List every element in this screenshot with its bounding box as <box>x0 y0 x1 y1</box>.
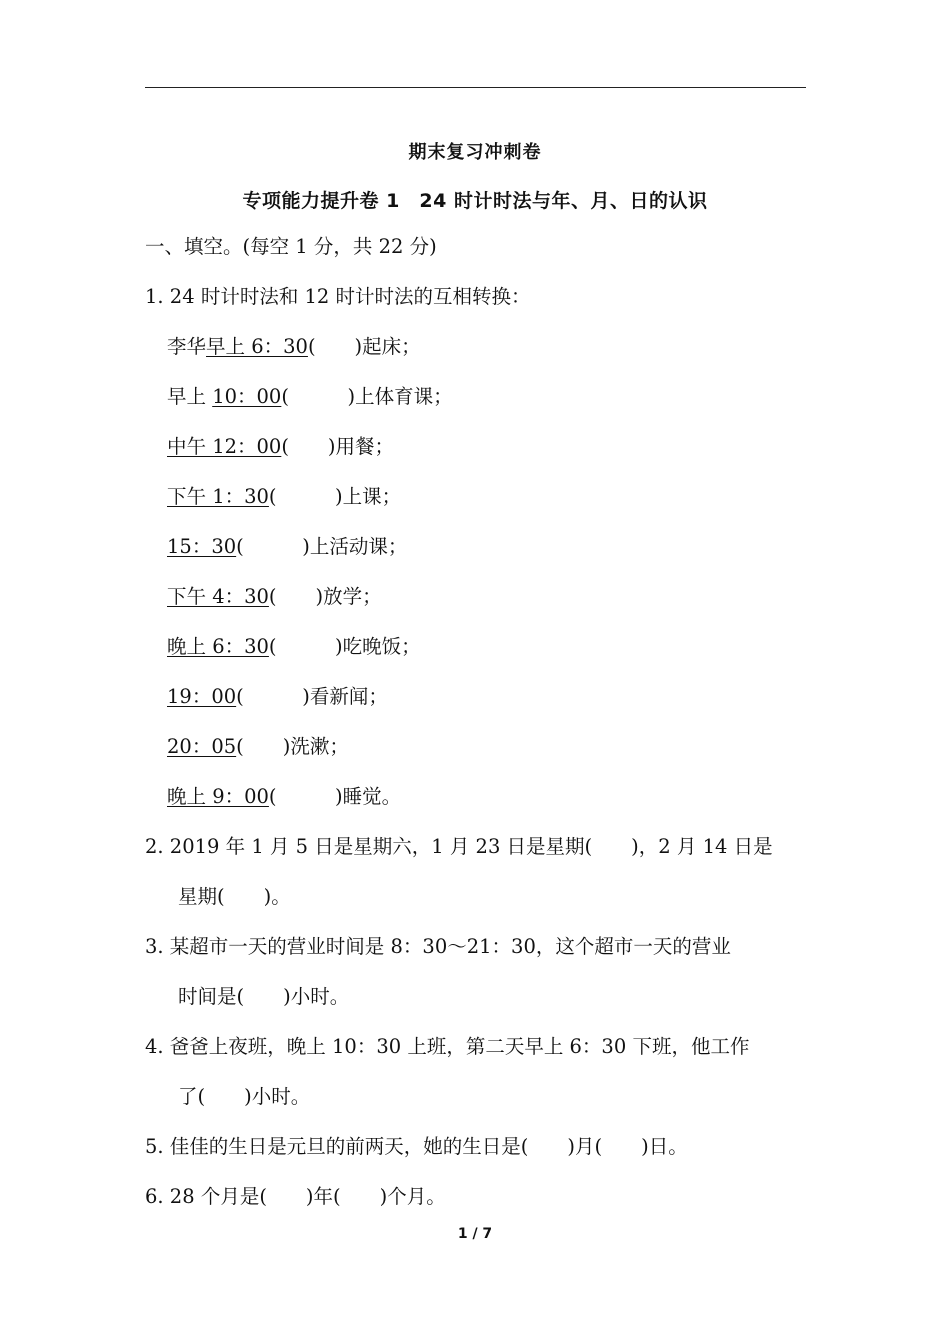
q1-item-time: 晚上 9：00 <box>167 785 269 808</box>
question-5: 5. 佳佳的生日是元旦的前两天，她的生日是( )月( )日。 <box>145 1135 688 1158</box>
answer-blank: ( ) <box>236 535 310 558</box>
q1-item-prefix: 李华 <box>167 335 207 358</box>
q1-item-time: 20：05 <box>167 735 237 758</box>
answer-blank: ( ) <box>268 785 343 808</box>
question-1-stem: 1. 24 时计时法和 12 时计时法的互相转换： <box>145 285 531 308</box>
question-4-line-1: 4. 爸爸上夜班，晚上 10：30 上班，第二天早上 6：30 下班，他工作 <box>145 1035 750 1058</box>
q1-item <box>167 534 407 560</box>
answer-blank: ( ) <box>281 435 336 458</box>
q1-item-time: 中午 12：00 <box>167 435 282 458</box>
q1-item <box>167 784 401 810</box>
answer-blank: ( ) <box>268 485 343 508</box>
exam-subtitle: 专项能力提升卷 1 24 时计时法与年、月、日的认识 <box>242 190 708 212</box>
q1-item-activity: 吃晚饭； <box>342 635 421 658</box>
q1-item-time: 19：00 <box>167 685 237 708</box>
answer-blank: ( ) <box>236 685 310 708</box>
q1-item-activity: 上体育课； <box>355 385 453 408</box>
answer-blank: ( ) <box>281 385 356 408</box>
q1-item <box>167 484 401 510</box>
q1-item-time: 15：30 <box>167 535 237 558</box>
q1-item <box>167 634 421 660</box>
answer-blank: ( ) <box>236 735 291 758</box>
q1-item <box>167 384 453 410</box>
exam-title: 期末复习冲刺卷 <box>408 142 542 163</box>
q1-item-time: 早上 6：30 <box>206 335 308 358</box>
q1-item-activity: 上课； <box>342 485 402 508</box>
q1-item-activity: 用餐； <box>335 435 395 458</box>
question-2-line-2: 星期( )。 <box>178 885 291 908</box>
q1-item-activity: 看新闻； <box>309 685 388 708</box>
question-2-line-1: 2. 2019 年 1 月 5 日是星期六，1 月 23 日是星期( )，2 月 14 日是 <box>145 835 773 858</box>
q1-item <box>167 434 394 460</box>
q1-item-time: 10：00 <box>212 385 282 408</box>
question-3-line-1: 3. 某超市一天的营业时间是 8：30～21：30，这个超市一天的营业 <box>145 935 731 958</box>
answer-blank: ( ) <box>307 335 363 358</box>
question-6: 6. 28 个月是( )年( )个月。 <box>145 1185 446 1208</box>
q1-item-activity: 上活动课； <box>309 535 408 558</box>
answer-blank: ( ) <box>268 585 324 608</box>
header-rule <box>145 87 806 88</box>
answer-blank: ( ) <box>268 635 343 658</box>
q1-item-time: 晚上 6：30 <box>167 635 269 658</box>
q1-item-prefix: 早上 <box>167 385 213 408</box>
q1-item <box>167 584 382 610</box>
page-number: 1 / 7 <box>457 1226 493 1242</box>
q1-item-time: 下午 4：30 <box>167 585 269 608</box>
question-3-line-2: 时间是( )小时。 <box>178 985 350 1008</box>
q1-item <box>167 684 388 710</box>
q1-item-activity: 睡觉。 <box>342 785 402 808</box>
q1-item-activity: 起床； <box>362 335 421 358</box>
q1-item-activity: 洗漱； <box>290 735 349 758</box>
question-4-line-2: 了( )小时。 <box>178 1085 311 1108</box>
q1-item-activity: 放学； <box>323 585 382 608</box>
section-heading: 一、填空。(每空 1 分，共 22 分) <box>145 235 437 258</box>
q1-item-time: 下午 1：30 <box>167 485 269 508</box>
q1-item <box>167 334 421 360</box>
q1-item <box>167 734 349 760</box>
